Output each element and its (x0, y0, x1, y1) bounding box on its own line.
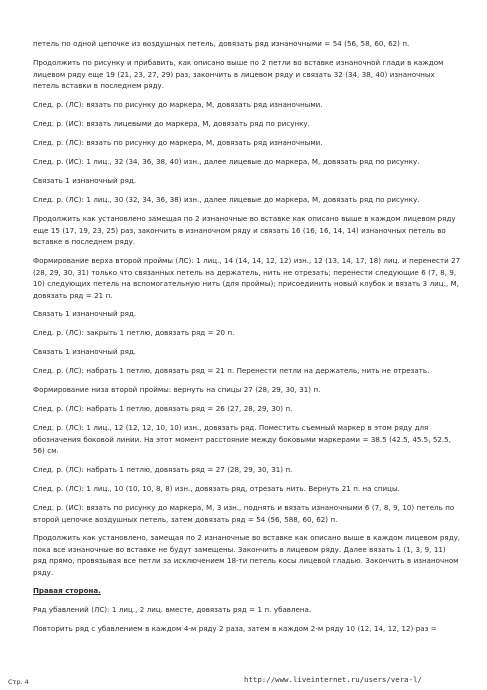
paragraph: петель по одной цепочке из воздушных петель, довязать ряд изнаночными = 54 (56, 58, 60, 62) п. (33, 39, 410, 48)
section-heading: Правая сторона. (33, 586, 101, 595)
paragraph: След. р. (ЛС): вязать по рисунку до маркера, М, довязать ряд изнаночными. (33, 138, 323, 147)
paragraph: Ряд убавлений (ЛС): 1 лиц., 2 лиц. вместе, довязать ряд = 1 п. убавлена. (33, 605, 312, 614)
paragraph: След. р. (ЛС): 1 лиц., 10 (10, 10, 8, 8) изн., довязать ряд, отрезать нить. Вернуть 21 п. на спицы. (33, 484, 400, 493)
source-url[interactable]: http://www.liveinternet.ru/users/vera-l/ (244, 675, 422, 684)
paragraph: След. р. (ЛС): набрать 1 петлю, довязать ряд = 21 п. Перенести петли на держатель, нить не отрезать. (33, 366, 430, 375)
paragraph: Связать 1 изнаночный ряд. (33, 176, 137, 185)
paragraph: Формирование верха второй проймы (ЛС): 1 лиц., 14 (14, 14, 12, 12) изн., 12 (13, 14, 17, 18) лиц. и перенести 27 (28, 29, 30, 31) только что связанных петель на держатель, нить не отрезать; перенести следующие 6 (7, 8, 9, 10) следующих петель на вспомогательную нить (для проймы); присоединить новый клубок и вязать 3 лиц., М, довязать ряд = 21 п. (33, 256, 461, 300)
paragraph: Продолжить по рисунку и прибавить, как описано выше по 2 петли во вставке изнаночной глади в каждом лицевом ряду еще 19 (21, 23, 27, 29) раз, закончить в лицевом ряду и связать 32 (34, 38, 40) изнаночных петель вставки в последнем ряду. (33, 58, 444, 91)
paragraph: След. р. (ЛС): вязать по рисунку до маркера, М, довязать ряд изнаночными. (33, 100, 323, 109)
paragraph: Связать 1 изнаночный ряд. (33, 309, 137, 318)
page-number: Стр. 4 (8, 678, 29, 686)
paragraph: Продолжить как установлено, замещая по 2 изнаночные во вставке как описано выше в каждом лицевом ряду, пока все изнаночные во вставке не будут замещены. Закончить в лицевом ряду. Далее вязать 1 (1, 3, 9, 11) ряд прямо, провязывая все петли за исключением 18-ти петель косы лицевой гладью. Закончить в изнаночном ряду. (33, 533, 461, 577)
paragraph: Связать 1 изнаночный ряд. (33, 347, 137, 356)
paragraph: След. р. (ЛС): набрать 1 петлю, довязать ряд = 26 (27, 28, 29, 30) п. (33, 404, 293, 413)
paragraph: След. р. (ИС): 1 лиц., 32 (34, 36, 38, 40) изн., далее лицевые до маркера, М, довязать ряд по рисунку. (33, 157, 420, 166)
paragraph: Продолжить как установлено замещая по 2 изнаночные во вставке как описано выше в каждом лицевом ряду еще 15 (17, 19, 23, 25) раз, закончить в изнаночном ряду и связать 16 (16, 16, 14, 14) изнаночных петель во вставке в последнем ряду. (33, 214, 456, 247)
paragraph: След. р. (ЛС): 1 лиц., 12 (12, 12, 10, 10) изн., довязать ряд. Поместить съемный маркер в этом ряду для обозначения боковой линии. На этот момент расстояние между боковыми маркерами = 38.5 (42.5, 45.5, 52.5, 56) см. (33, 423, 451, 456)
paragraph: След. р. (ИС): вязать лицевыми до маркера, М, довязать ряд по рисунку. (33, 119, 310, 128)
paragraph: Повторить ряд с убавлением в каждом 4-м ряду 2 раза, затем в каждом 2-м ряду 10 (12, 14, 12, 12) раз = (33, 624, 437, 633)
paragraph: След. р. (ЛС): закрыть 1 петлю, довязать ряд = 20 п. (33, 328, 235, 337)
paragraph: Формирование низа второй проймы: вернуть на спицы 27 (28, 29, 30, 31) п. (33, 385, 321, 394)
paragraph: След. р. (ЛС): 1 лиц., 30 (32, 34, 36, 38) изн., далее лицевые до маркера, М, довязать ряд по рисунку. (33, 195, 420, 204)
paragraph: След. р. (ЛС): набрать 1 петлю, довязать ряд = 27 (28, 29, 30, 31) п. (33, 465, 293, 474)
paragraph: След. р. (ИС): вязать по рисунку до маркера, М, 3 изн., поднять и вязать изнаночными 6 (7, 8, 9, 10) петель по второй цепочке воздушных петель, затем довязать ряд = 54 (56, 588, 60, 62) п. (33, 503, 455, 524)
